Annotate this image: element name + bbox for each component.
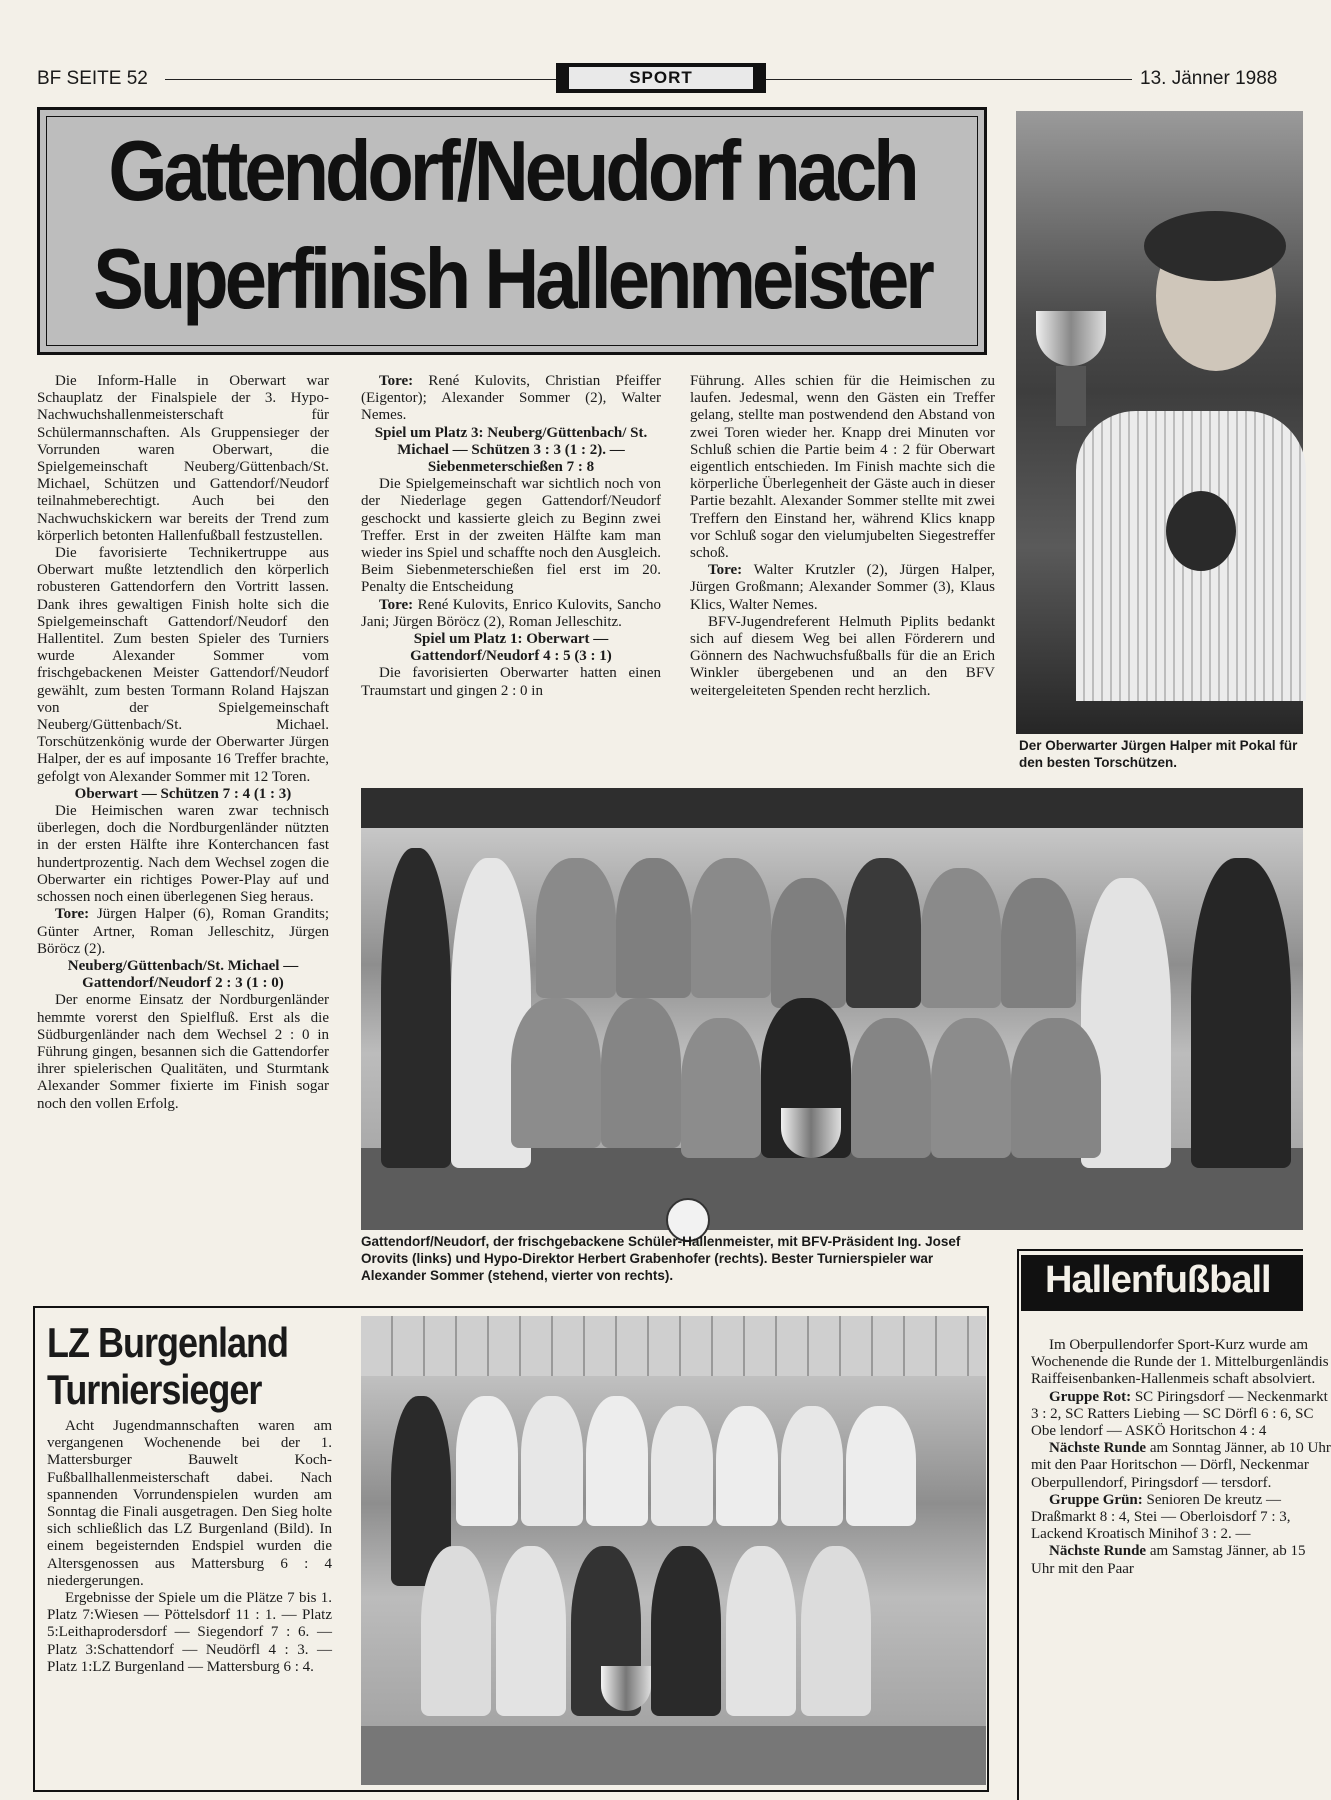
- team-caption: Gattendorf/Neudorf, der frischgebackene Schüler-Hallenmeister, mit BFV-Präsident Ing. Josef Orovits (links) und Hypo-Direktor Herbert Grabenhofer (rechts). Bester Turnierspieler war Alexander Sommer (stehend, vierter von rechts).: [361, 1234, 961, 1283]
- lz-article-body: [47, 1418, 332, 1676]
- trophy-cup: [601, 1666, 651, 1711]
- scorers-paragraph: [1031, 1492, 1331, 1544]
- official-right: [1191, 858, 1291, 1168]
- lz-title-line-2: Turniersieger: [47, 1366, 262, 1414]
- article-column-1: [37, 373, 329, 1113]
- match-subheading: Spiel um Platz 1: Oberwart — Gattendorf/Neudorf 4 : 5 (3 : 1): [410, 631, 612, 665]
- kneeling-player: [421, 1546, 491, 1716]
- standing-player: [651, 1406, 713, 1526]
- paragraph-label: Gruppe Rot:: [1049, 1388, 1132, 1405]
- official-left: [381, 848, 451, 1168]
- standing-player: [586, 1396, 648, 1526]
- standing-player: [781, 1406, 843, 1526]
- header-rule-left: [165, 79, 556, 80]
- kneeling-player: [801, 1546, 871, 1716]
- body-paragraph: Die favorisierten Oberwarter hatten einen Traumstart und gingen 2 : 0 in: [361, 665, 661, 699]
- scorers-paragraph: [1031, 1440, 1331, 1492]
- body-paragraph: Ergebnisse der Spiele um die Plätze 7 bis 1. Platz 7:Wiesen — Pöttelsdorf 11 : 1. — Platz 5:Leithaprodersdorf — Siegendorf 7 : 6. — Platz 3:Schattendorf — Neudörfl 4 : 3. — Platz 1:LZ Burgenland — Mattersburg 6 : 4.: [47, 1590, 332, 1675]
- body-paragraph: Acht Jugendmannschaften waren am vergangenen Wochenende bei der 1. Mattersburger Bauwelt Koch-Fußballhallenmeisterschaft dabei. Nach spannenden Vorrundenspielen wurden am Sonntag die Finali ausgetragen. Den Sieg holte sich schließlich das LZ Burgenland (Bild). In einem begeisternden Endspiel wurden die Altersgenossen aus Mattersburg 6 : 4 niedergerungen.: [47, 1418, 332, 1589]
- standing-official: [846, 858, 921, 1008]
- paragraph-text: Jürgen Halper (6), Roman Grandits; Günter Artner, Roman Jelleschitz, Jürgen Böröcz (2).: [37, 906, 329, 957]
- match-subheading: Spiel um Platz 3: Neuberg/Güttenbach/ St. Michael — Schützen 3 : 3 (1 : 2). — Siebenmeterschießen 7 : 8: [374, 424, 648, 476]
- paragraph-text: René Kulovits, Enrico Kulovits, Sancho Jani; Jürgen Böröcz (2), Roman Jelleschitz.: [361, 596, 661, 630]
- headline-box: [37, 107, 987, 355]
- jersey-logo: [1166, 491, 1236, 571]
- scorers-paragraph: [37, 906, 329, 958]
- kneeling-player: [931, 1018, 1011, 1158]
- header-rule-right: [766, 79, 1132, 80]
- paragraph-label: Gruppe Grün:: [1049, 1491, 1143, 1508]
- paragraph-text: Walter Krutzler (2), Jürgen Halper, Jürgen Großmann; Alexander Sommer (3), Klaus Klics, Walter Nemes.: [690, 562, 995, 613]
- body-paragraph: Führung. Alles schien für die Heimischen zu laufen. Jedesmal, wenn den Gästen ein Treffer gelang, stellte man postwendend den Abstand von zwei Toren wieder her. Knapp drei Minuten vor Schluß schien die Partie beim 4 : 2 für Oberwart eigentlich entschieden. Im Finish machte sich die körperliche Überlegenheit der Gäste auch in dieser Partie bezahlt. Alexander Sommer stellte mit zwei Treffern den Einstand her, während Klics knapp vor Schluß sogar den vielumjubelten Siegestreffer schoß.: [690, 373, 995, 562]
- body-paragraph: Die favorisierte Technikertruppe aus Oberwart mußte letztendlich den körperlich robusteren Gattendorfern den Vortritt lassen. Dank ihres gewaltigen Finish holte sich die Spielgemeinschaft Gattendorf/Neudorf den Hallentitel. Zum besten Spieler des Turniers wurde Alexander Sommer vom frischgebackenen Meister Gattendorf/Neudorf gewählt, zum besten Tormann Roland Hajszan von der Spielgemeinschaft Neuberg/Güttenbach/St. Michael. Torschützenkönig wurde der Oberwarter Jürgen Halper, der es auf imposante 16 Treffer brachte, gefolgt von Alexander Sommer mit 12 Toren.: [37, 545, 329, 785]
- lz-title-line-1: LZ Burgenland: [47, 1319, 288, 1367]
- standing-player: [616, 858, 691, 998]
- kneeling-player: [601, 998, 681, 1148]
- hallen-article-body: [1031, 1337, 1331, 1578]
- match-subheading: Oberwart — Schützen 7 : 4 (1 : 3): [74, 785, 292, 802]
- kneeling-player: [726, 1546, 796, 1716]
- article-column-3: [690, 373, 995, 700]
- kneeling-player: [1011, 1018, 1101, 1158]
- standing-player: [1001, 878, 1076, 1008]
- body-paragraph: Die Spielgemeinschaft war sichtlich noch von der Niederlage gegen Gattendorf/Neudorf geschockt und kassierte gleich zu Beginn zwei Treffer. Erst in der zweiten Hälfte kam man wieder ins Spiel und schaffte noch den Ausgleich. Beim Siebenmeterschießen fiel erst im 20. Penalty die Entscheidung: [361, 476, 661, 596]
- section-label: SPORT: [569, 67, 753, 89]
- paragraph-label: Tore:: [379, 596, 414, 613]
- paragraph-text: am Sonntag Jänner, ab 10 Uhr mit den Paar Horitschon — Dörfl, Neckenmar Oberpullendorf, Piringsdorf — tersdorf.: [1031, 1440, 1331, 1491]
- hall-floor: [361, 1726, 986, 1785]
- scorers-paragraph: [1031, 1543, 1331, 1577]
- paragraph-label: Tore:: [55, 906, 90, 923]
- paragraph-text: SC Piringsdorf — Neckenmarkt 3 : 2, SC Ratters Liebing — SC Dörfl 6 : 6, SC Obe lendorf — ASKÖ Horitschon 4 : 4: [1031, 1388, 1328, 1440]
- paragraph-text: am Samstag Jänner, ab 15 Uhr mit den Paar: [1031, 1543, 1306, 1577]
- section-box: [556, 63, 766, 93]
- headline-line-1: Gattendorf/Neudorf nach: [108, 123, 916, 220]
- standing-player: [921, 868, 1001, 1008]
- article-column-2: [361, 373, 661, 700]
- paragraph-text: Senioren De kreutz — Draßmarkt 8 : 4, Stei — Oberloisdorf 7 : 3, Lackend Kroatisch Minihof 3 : 2. —: [1031, 1491, 1291, 1543]
- scorers-paragraph: [361, 597, 661, 631]
- kneeling-player: [496, 1546, 566, 1716]
- hallen-title-bar: [1021, 1255, 1303, 1311]
- scorers-paragraph: [361, 373, 661, 425]
- headline-line-2: Superfinish Hallenmeister: [93, 231, 931, 328]
- team-photo: [361, 788, 1303, 1230]
- standing-player: [716, 1406, 778, 1526]
- portrait-caption: Der Oberwarter Jürgen Halper mit Pokal für den besten Torschützen.: [1019, 738, 1298, 770]
- trophy-stem: [1056, 366, 1086, 426]
- page-label: BF SEITE 52: [37, 68, 148, 89]
- paragraph-label: Tore:: [379, 373, 414, 389]
- body-paragraph: Die Heimischen waren zwar technisch überlegen, doch die Nordburgenländer nützten in der ersten Hälfte ihre Konterchancen fast hundertprozentig. Nach dem Wechsel zogen die Oberwarter ein richtiges Power-Play auf und schossen noch einen überlegenen Sieg heraus.: [37, 803, 329, 906]
- standing-player: [536, 858, 616, 998]
- hall-wall: [361, 1316, 986, 1376]
- standing-player: [846, 1406, 916, 1526]
- kneeling-player: [681, 1018, 761, 1158]
- hall-wall: [361, 788, 1303, 828]
- paragraph-label: Nächste Runde: [1049, 1440, 1147, 1457]
- issue-date: 13. Jänner 1988: [1140, 68, 1278, 89]
- paragraph-label: Tore:: [708, 562, 743, 579]
- scorers-paragraph: [1031, 1389, 1331, 1441]
- body-paragraph: Die Inform-Halle in Oberwart war Schauplatz der Finalspiele der 3. Hypo-Nachwuchshallenmeisterschaft für Schülermannschaften. Als Gruppensieger der Vorrunden waren Oberwart, die Spielgemeinschaft Neuberg/Güttenbach/St. Michael, Schützen und Gattendorf/Neudorf teilnahmeberechtigt. Auch bei den Nachwuchskickern war bereits der Trend zum körperlich betonten Hallenfußball festzustellen.: [37, 373, 329, 544]
- lz-team-photo: [361, 1316, 986, 1785]
- body-paragraph: Im Oberpullendorfer Sport-Kurz wurde am Wochenende die Runde der 1. Mittelburgenländis Raiffeisenbanken-Hallenmeis schaft absolviert.: [1031, 1337, 1329, 1388]
- portrait-photo: [1016, 111, 1303, 734]
- match-subheading: Neuberg/Güttenbach/St. Michael — Gattendorf/Neudorf 2 : 3 (1 : 0): [67, 957, 299, 992]
- paragraph-label: Nächste Runde: [1049, 1543, 1147, 1560]
- trophy-cup: [1036, 311, 1106, 366]
- kneeling-player: [511, 998, 601, 1148]
- paragraph-text: René Kulovits, Christian Pfeiffer (Eigentor); Alexander Sommer (2), Walter Nemes.: [361, 373, 661, 424]
- goalkeeper: [651, 1546, 721, 1716]
- kneeling-player: [851, 1018, 931, 1158]
- body-paragraph: Der enorme Einsatz der Nordburgenländer hemmte vorerst den Spielfluß. Erst als die Südburgenländer nach dem Wechsel 2 : 0 in Führung gingen, besannen sich die Gattendorfer ihrer spielerischen Qualitäten, und Sturmtank Alexander Sommer fixierte im Finish sogar noch den vollen Erfolg.: [37, 992, 329, 1112]
- scorers-paragraph: [690, 562, 995, 614]
- standing-player: [771, 878, 846, 1008]
- standing-player: [521, 1396, 583, 1526]
- player-hair: [1144, 211, 1286, 281]
- hallen-title: Hallenfußball: [1045, 1259, 1271, 1301]
- body-paragraph: BFV-Jugendreferent Helmuth Piplits bedankt sich auf diesem Weg bei allen Förderern und Gönnern des Nachwuchsfußballs für die an Erich Winkler übergebenen und an den BFV weitergeleiteten Spenden recht herzlich.: [690, 613, 995, 699]
- standing-player: [456, 1396, 518, 1526]
- standing-player: [691, 858, 771, 998]
